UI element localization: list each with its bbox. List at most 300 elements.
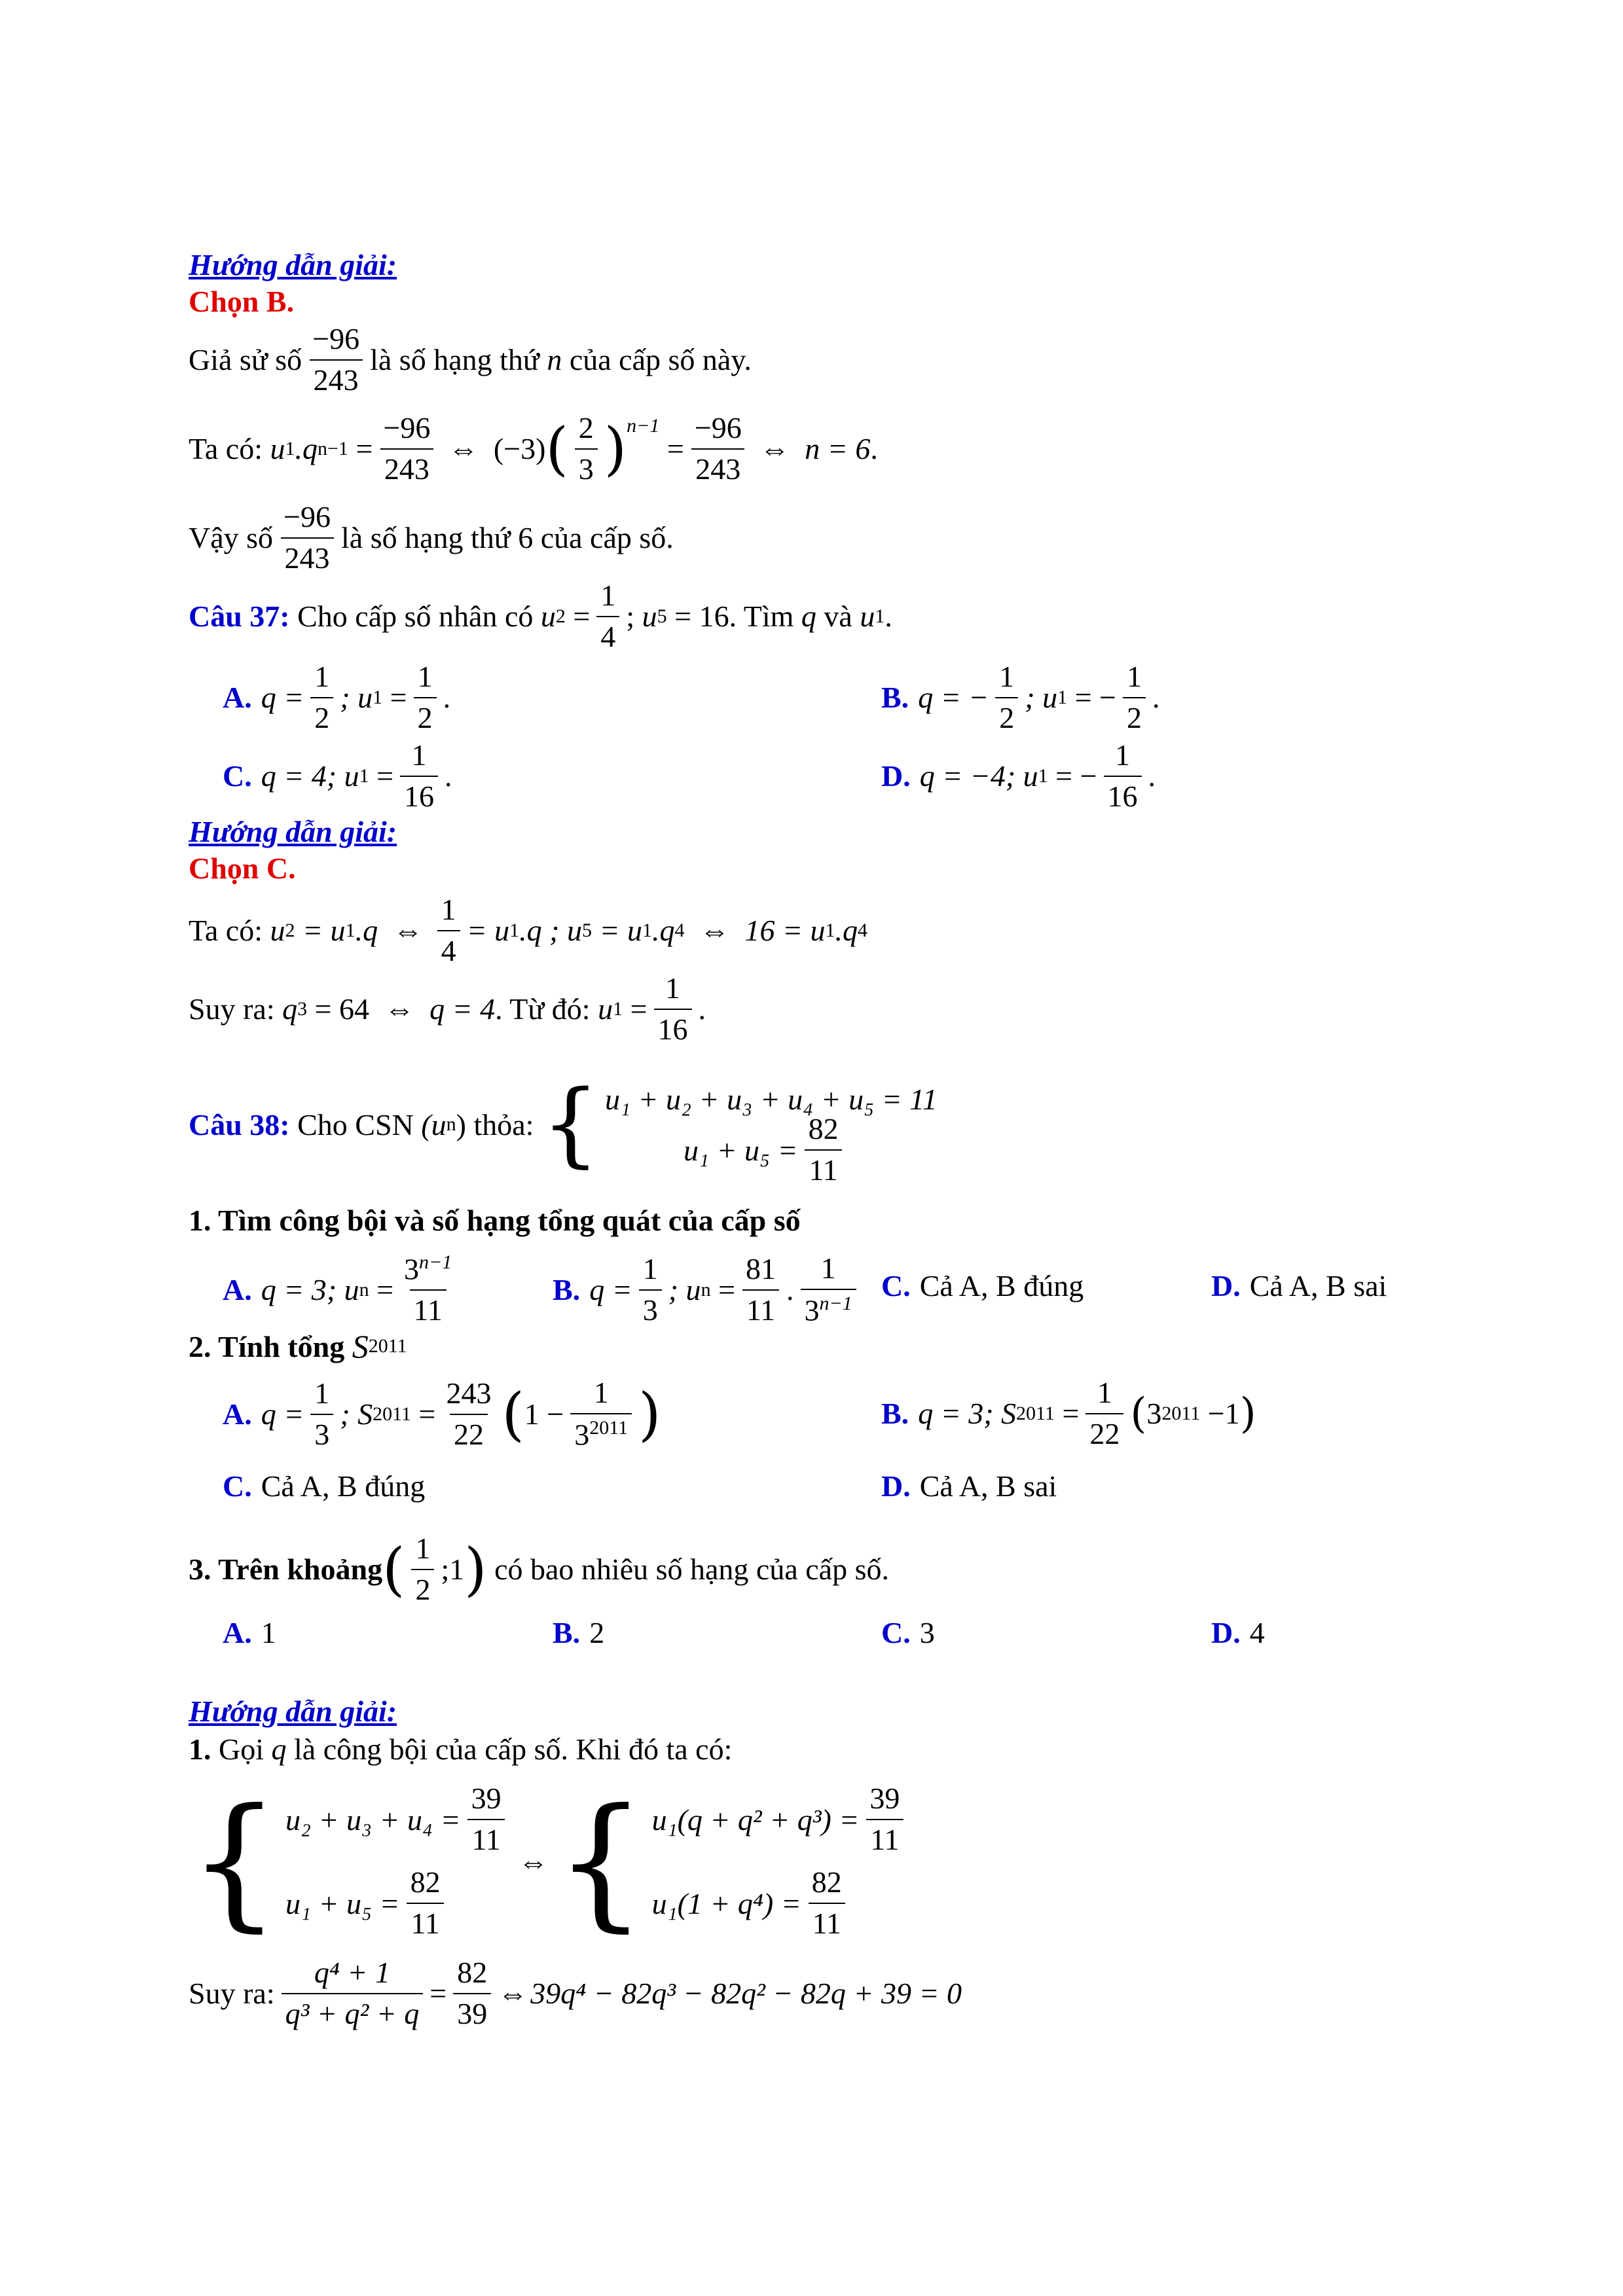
numerator: 39 (471, 1782, 501, 1816)
numerator: 82 (410, 1865, 441, 1899)
subscript: 5 (657, 605, 667, 627)
option-text: 4 (1249, 1616, 1265, 1649)
math: u (270, 432, 285, 466)
solution-line (189, 411, 1492, 487)
denominator: 243 (310, 359, 363, 398)
numerator: 1 (441, 893, 456, 926)
solution-line (189, 893, 1492, 969)
fraction (411, 1532, 434, 1607)
text: 2. Tính tổng (189, 1329, 345, 1363)
p2-option-c[interactable] (223, 1469, 425, 1503)
fraction (742, 1252, 780, 1328)
denominator: 11 (805, 1149, 841, 1188)
equals: = − (1055, 759, 1097, 793)
option-label: B. (553, 1616, 581, 1649)
paren-open: ( (382, 1535, 405, 1603)
math: = u (302, 914, 346, 948)
denominator: 2 (411, 1569, 434, 1607)
text: . Tìm (729, 600, 794, 634)
denominator: 11 (866, 1819, 903, 1857)
math: u₁ + u₅ = (684, 1133, 798, 1167)
text: thỏa: (473, 1107, 534, 1141)
subscript: n (446, 1113, 456, 1135)
numerator: 1 (665, 971, 681, 1005)
fraction (1085, 1376, 1123, 1452)
equals: = (573, 600, 591, 634)
equation-system (605, 1073, 938, 1187)
numerator: −96 (283, 500, 331, 533)
fraction (407, 1865, 445, 1941)
text: Gọi (219, 1732, 264, 1766)
equals: = (429, 1977, 447, 2011)
solution-heading-text: Hướng dẫn giải: (189, 815, 397, 848)
math: u (642, 600, 657, 634)
fraction (308, 322, 363, 398)
math: u₁(q + q² + q³) = (651, 1803, 860, 1837)
numerator: 1 (415, 1532, 431, 1565)
equation (652, 1861, 911, 1945)
chosen-answer-2 (189, 851, 1492, 886)
math: q (801, 600, 816, 634)
denominator: 243 (691, 448, 744, 487)
superscript: n−1 (419, 1251, 452, 1273)
dot: . (1152, 681, 1160, 715)
superscript: n−1 (627, 415, 660, 437)
subscript: 1 (285, 437, 295, 459)
text: Ta có: (189, 914, 263, 948)
iff-symbol: ⇔ (448, 432, 479, 466)
math: .q ; (519, 914, 560, 948)
numerator: 1 (820, 1251, 836, 1285)
superscript: n−1 (819, 1292, 852, 1314)
question-text: Cho CSN (297, 1107, 414, 1141)
p1-option-b[interactable] (553, 1251, 863, 1328)
text: là công bội của cấp số. Khi đó ta có: (294, 1732, 733, 1766)
denominator: 243 (380, 448, 433, 487)
subscript: 1 (359, 764, 369, 787)
text: và (824, 600, 852, 634)
p3-option-a[interactable] (223, 1615, 276, 1650)
question-label: Câu 37: (189, 600, 290, 634)
numerator: 1 (1127, 660, 1142, 693)
fraction (801, 1251, 856, 1328)
paren-open: ( (545, 414, 568, 482)
brace-symbol: { (555, 1778, 647, 1945)
numerator: 1 (314, 660, 330, 693)
equals: = (376, 759, 394, 793)
iff-symbol: ⇔ (699, 914, 730, 948)
fraction (310, 1376, 333, 1452)
text: Suy ra: (189, 992, 275, 1026)
superscript: n−1 (318, 437, 348, 459)
numerator: −96 (383, 411, 431, 444)
equals: = (376, 1273, 394, 1307)
question-label: Câu 38: (189, 1107, 290, 1141)
fraction (442, 1376, 495, 1452)
numerator: 1 (1115, 738, 1131, 772)
fraction (400, 738, 438, 814)
solution-line (189, 1956, 1492, 2032)
option-text: 1 (261, 1616, 276, 1649)
chosen-answer-text: Chọn B. (189, 285, 295, 318)
question-text: Cho cấp số nhân có (297, 600, 534, 634)
dot: . (884, 600, 892, 634)
option-label: B. (881, 1397, 909, 1431)
math: ; u (668, 1273, 701, 1307)
text: Vậy số (189, 521, 274, 555)
math: u₁(1 + q⁴) = (651, 1886, 801, 1920)
option-label: A. (223, 1616, 252, 1649)
text: 1. Tìm công bội và số hạng tổng quát của cấp số (189, 1204, 801, 1237)
subscript: 2011 (373, 1403, 411, 1425)
option-text: Cả A, B đúng (261, 1469, 426, 1503)
denominator: 2 (995, 697, 1018, 736)
fraction (414, 660, 437, 736)
equation (285, 1861, 512, 1945)
option-text: Cả A, B sai (1249, 1269, 1387, 1302)
math: q = − (918, 681, 989, 715)
numerator: 2 (578, 411, 594, 444)
equation (652, 1778, 911, 1861)
p1-option-c[interactable] (881, 1268, 1084, 1303)
numerator: 1 (600, 579, 616, 612)
denominator: 11 (809, 1903, 845, 1941)
numerator: 39 (869, 1782, 900, 1816)
subscript: 5 (581, 919, 592, 941)
fraction (808, 1865, 846, 1941)
math: q = 4 (429, 992, 496, 1026)
equals: = (718, 1273, 736, 1307)
base: 3 (574, 1418, 590, 1452)
solution-heading-text: Hướng dẫn giải: (189, 248, 397, 281)
part-1-title (189, 1203, 1492, 1238)
equation (285, 1778, 512, 1861)
denominator: 2 (310, 697, 333, 736)
text: có bao nhiêu số hạng của cấp số. (494, 1552, 889, 1587)
p2-option-a[interactable] (223, 1376, 661, 1452)
fraction (575, 411, 598, 487)
subscript: 1 (642, 919, 652, 941)
subscript: 1 (1057, 686, 1068, 708)
superscript: 2011 (1161, 1402, 1201, 1424)
numerator: 82 (457, 1956, 488, 1989)
fraction (1104, 738, 1142, 814)
fraction (379, 411, 434, 487)
p2-option-d[interactable] (881, 1469, 1057, 1503)
math: q (271, 1732, 287, 1766)
denominator: 4 (596, 616, 619, 655)
numerator: 1 (642, 1251, 658, 1285)
fraction (437, 893, 460, 969)
math: u₂ + u₃ + u₄ = (285, 1803, 461, 1837)
option-c[interactable] (223, 738, 452, 814)
solution-heading-text: Hướng dẫn giải: (189, 1695, 397, 1728)
dot: . (786, 1273, 794, 1307)
fraction (570, 1376, 632, 1452)
fraction (691, 411, 746, 487)
option-a[interactable] (223, 660, 450, 736)
math: ; u (1025, 681, 1058, 715)
fraction (280, 500, 335, 576)
math: = u (466, 914, 510, 948)
equals: = (356, 432, 373, 466)
math: (−3) (493, 432, 546, 466)
subscript: 1 (509, 919, 520, 941)
fraction (453, 1956, 491, 2032)
math: −1 (1207, 1397, 1240, 1431)
superscript: 4 (674, 919, 685, 941)
subscript: 1 (825, 919, 835, 941)
option-label: C. (881, 1269, 911, 1302)
equals: = − (1074, 681, 1116, 715)
subscript: 1 (613, 997, 623, 1020)
math: q = (589, 1273, 632, 1307)
denominator: 22 (1085, 1413, 1123, 1452)
option-d[interactable] (881, 738, 1156, 814)
fraction (310, 660, 333, 736)
part-2-title (189, 1327, 1492, 1365)
superscript: 3 (297, 997, 308, 1020)
p3-option-c[interactable] (881, 1615, 935, 1650)
equation-system (285, 1778, 512, 1945)
math: (u (421, 1107, 447, 1141)
math: u₁ + u₂ + u₃ + u₄ + u₅ = 11 (605, 1082, 938, 1116)
math: u (566, 914, 582, 948)
denominator: 16 (654, 1009, 692, 1047)
subscript: 2011 (1016, 1402, 1055, 1424)
math: ) (456, 1107, 466, 1141)
text: Ta có: (189, 432, 263, 466)
question-38 (189, 1071, 1492, 1187)
equals: = (1062, 1397, 1080, 1431)
chosen-answer-1 (189, 284, 1492, 319)
math: 39q⁴ − 82q³ − 82q² − 82q + 39 = 0 (530, 1977, 962, 2011)
text: của cấp số này. (569, 343, 752, 377)
math: q (282, 992, 298, 1026)
solution-line (189, 500, 1492, 576)
math: ; u (340, 681, 373, 715)
math: q = (261, 1397, 304, 1431)
denominator: 39 (453, 1993, 491, 2032)
p2-option-b[interactable] (881, 1376, 1256, 1452)
numerator: 1 (411, 738, 427, 772)
numerator: 243 (446, 1376, 492, 1410)
fraction (400, 1251, 456, 1328)
denominator: q³ + q² + q (282, 1993, 424, 2032)
option-label: D. (1211, 1269, 1241, 1302)
numerator: 82 (811, 1865, 842, 1899)
solution-heading-1 (189, 247, 1492, 282)
option-label: C. (223, 1469, 252, 1503)
denominator: 2 (414, 697, 437, 736)
dot: . (698, 992, 706, 1026)
text: Suy ra: (189, 1977, 275, 2011)
math: = u (599, 914, 642, 948)
option-label: D. (1211, 1616, 1241, 1649)
superscript: 4 (858, 919, 868, 941)
denominator: 16 (1104, 776, 1142, 814)
equals: = (666, 432, 684, 466)
numerator: −96 (694, 411, 742, 444)
math: = 64 (314, 992, 370, 1026)
numerator (400, 1251, 456, 1289)
fraction (1123, 660, 1146, 736)
math: u (270, 914, 285, 948)
option-text: Cả A, B đúng (919, 1269, 1084, 1302)
dot: . (1148, 759, 1156, 793)
solution-line (189, 1732, 1492, 1767)
iff-symbol: ⇔ (393, 914, 424, 948)
denominator: 11 (467, 1819, 504, 1857)
subscript: n (359, 1278, 369, 1300)
math: q = −4; u (919, 759, 1038, 793)
numerator: −96 (312, 322, 360, 355)
equals: = (630, 992, 647, 1026)
option-label: D. (881, 1469, 911, 1503)
option-text: Cả A, B sai (919, 1469, 1057, 1503)
solution-line (189, 322, 1492, 398)
option-label: D. (881, 759, 911, 793)
text: là số hạng thứ (370, 343, 539, 377)
fraction (467, 1782, 505, 1857)
denominator: 243 (281, 537, 334, 576)
brace-symbol: { (541, 1071, 600, 1177)
denominator: 22 (450, 1414, 488, 1452)
p1-option-d[interactable] (1211, 1268, 1387, 1303)
math: u (598, 992, 613, 1026)
math: q = (261, 681, 304, 715)
superscript: 2011 (589, 1416, 629, 1439)
math: q = 4; u (261, 759, 359, 793)
subscript: 1 (1038, 764, 1048, 787)
question-37 (189, 579, 1492, 655)
math: ; S (340, 1397, 373, 1431)
math: q = 3; u (261, 1273, 359, 1307)
denominator: 4 (437, 930, 460, 969)
option-b[interactable] (881, 660, 1160, 736)
numerator: 82 (808, 1112, 839, 1146)
subscript: 1 (875, 605, 885, 627)
fraction (596, 579, 619, 655)
fraction (995, 660, 1018, 736)
dot: . (443, 681, 451, 715)
option-label: B. (553, 1273, 581, 1307)
numerator: 81 (746, 1251, 776, 1285)
subscript: n (701, 1278, 711, 1300)
option-text: 3 (919, 1616, 935, 1649)
fraction (866, 1782, 903, 1857)
denominator: 11 (407, 1903, 443, 1941)
option-label: C. (223, 759, 252, 793)
subscript: 2 (555, 605, 566, 627)
text: . Từ đó: (495, 992, 591, 1026)
math: .q (835, 914, 858, 948)
paren-open: ( (501, 1380, 524, 1448)
math: u (860, 600, 875, 634)
denominator: 3 (575, 448, 598, 487)
equation (605, 1073, 938, 1124)
math-var: n (547, 343, 562, 377)
option-label: A. (223, 1273, 252, 1307)
math: 16 = u (744, 914, 826, 948)
p3-option-d[interactable] (1211, 1615, 1265, 1650)
equation (605, 1112, 938, 1187)
p3-option-b[interactable] (553, 1615, 604, 1650)
solution-line (189, 971, 1492, 1047)
p1-option-a[interactable] (223, 1251, 462, 1328)
fraction (282, 1956, 424, 2032)
iff-symbol: ⇔ (384, 992, 415, 1026)
denominator: 2 (1123, 697, 1146, 736)
part-3-title (189, 1532, 1492, 1607)
numerator: 1 (593, 1376, 609, 1409)
math: u (540, 600, 556, 634)
paren-close: ) (1239, 1389, 1256, 1438)
math: n = 6 (805, 432, 871, 466)
math: S (352, 1328, 369, 1365)
numerator: 1 (417, 660, 433, 693)
equals: = (390, 681, 407, 715)
solution-system (189, 1778, 1492, 1945)
equation-system (652, 1778, 911, 1945)
fraction (654, 971, 692, 1047)
numerator: 1 (999, 660, 1015, 693)
math: 1 − (524, 1397, 564, 1431)
subscript: 1 (373, 686, 383, 708)
dot: . (870, 432, 878, 466)
math: q = 3; S (918, 1397, 1017, 1431)
subscript: 2 (285, 919, 295, 941)
math: .q (651, 914, 675, 948)
text: 3. Trên khoảng (189, 1552, 383, 1587)
denominator: 16 (400, 776, 438, 814)
paren-open: ( (1130, 1389, 1147, 1438)
dot: . (445, 759, 452, 793)
option-text: 2 (589, 1616, 605, 1649)
option-label: A. (223, 1397, 252, 1431)
option-label: A. (223, 681, 252, 715)
math: = 16 (674, 600, 729, 634)
text: Giả sử số (189, 343, 302, 377)
solution-heading-3 (189, 1694, 1492, 1729)
iff-symbol: ⇔ (759, 432, 790, 466)
denominator: 3 (639, 1289, 662, 1328)
brace-symbol: { (189, 1778, 280, 1945)
math: ;1 (441, 1552, 465, 1587)
chosen-answer-text: Chọn C. (189, 852, 296, 885)
subscript: 1 (345, 919, 356, 941)
denominator: 3 (310, 1414, 333, 1452)
equals: = (418, 1397, 436, 1431)
numerator: 1 (1097, 1376, 1112, 1409)
base: 3 (804, 1293, 820, 1327)
fraction (639, 1252, 662, 1328)
option-label: C. (881, 1616, 911, 1649)
iff-symbol: ⇔ (498, 1977, 528, 2011)
fraction (805, 1112, 843, 1188)
text: là số hạng thứ 6 của cấp số. (341, 521, 674, 555)
subscript: 2011 (368, 1335, 407, 1357)
iff-symbol: ⇔ (518, 1844, 549, 1878)
numerator: 1 (314, 1376, 330, 1410)
paren-close: ) (638, 1380, 661, 1448)
math: 3 (1146, 1397, 1162, 1431)
math: .q (295, 432, 318, 466)
math: .q (355, 914, 378, 948)
math: u₁ + u₅ = (285, 1886, 400, 1920)
base: 3 (404, 1252, 420, 1286)
text: 1. (189, 1732, 211, 1766)
